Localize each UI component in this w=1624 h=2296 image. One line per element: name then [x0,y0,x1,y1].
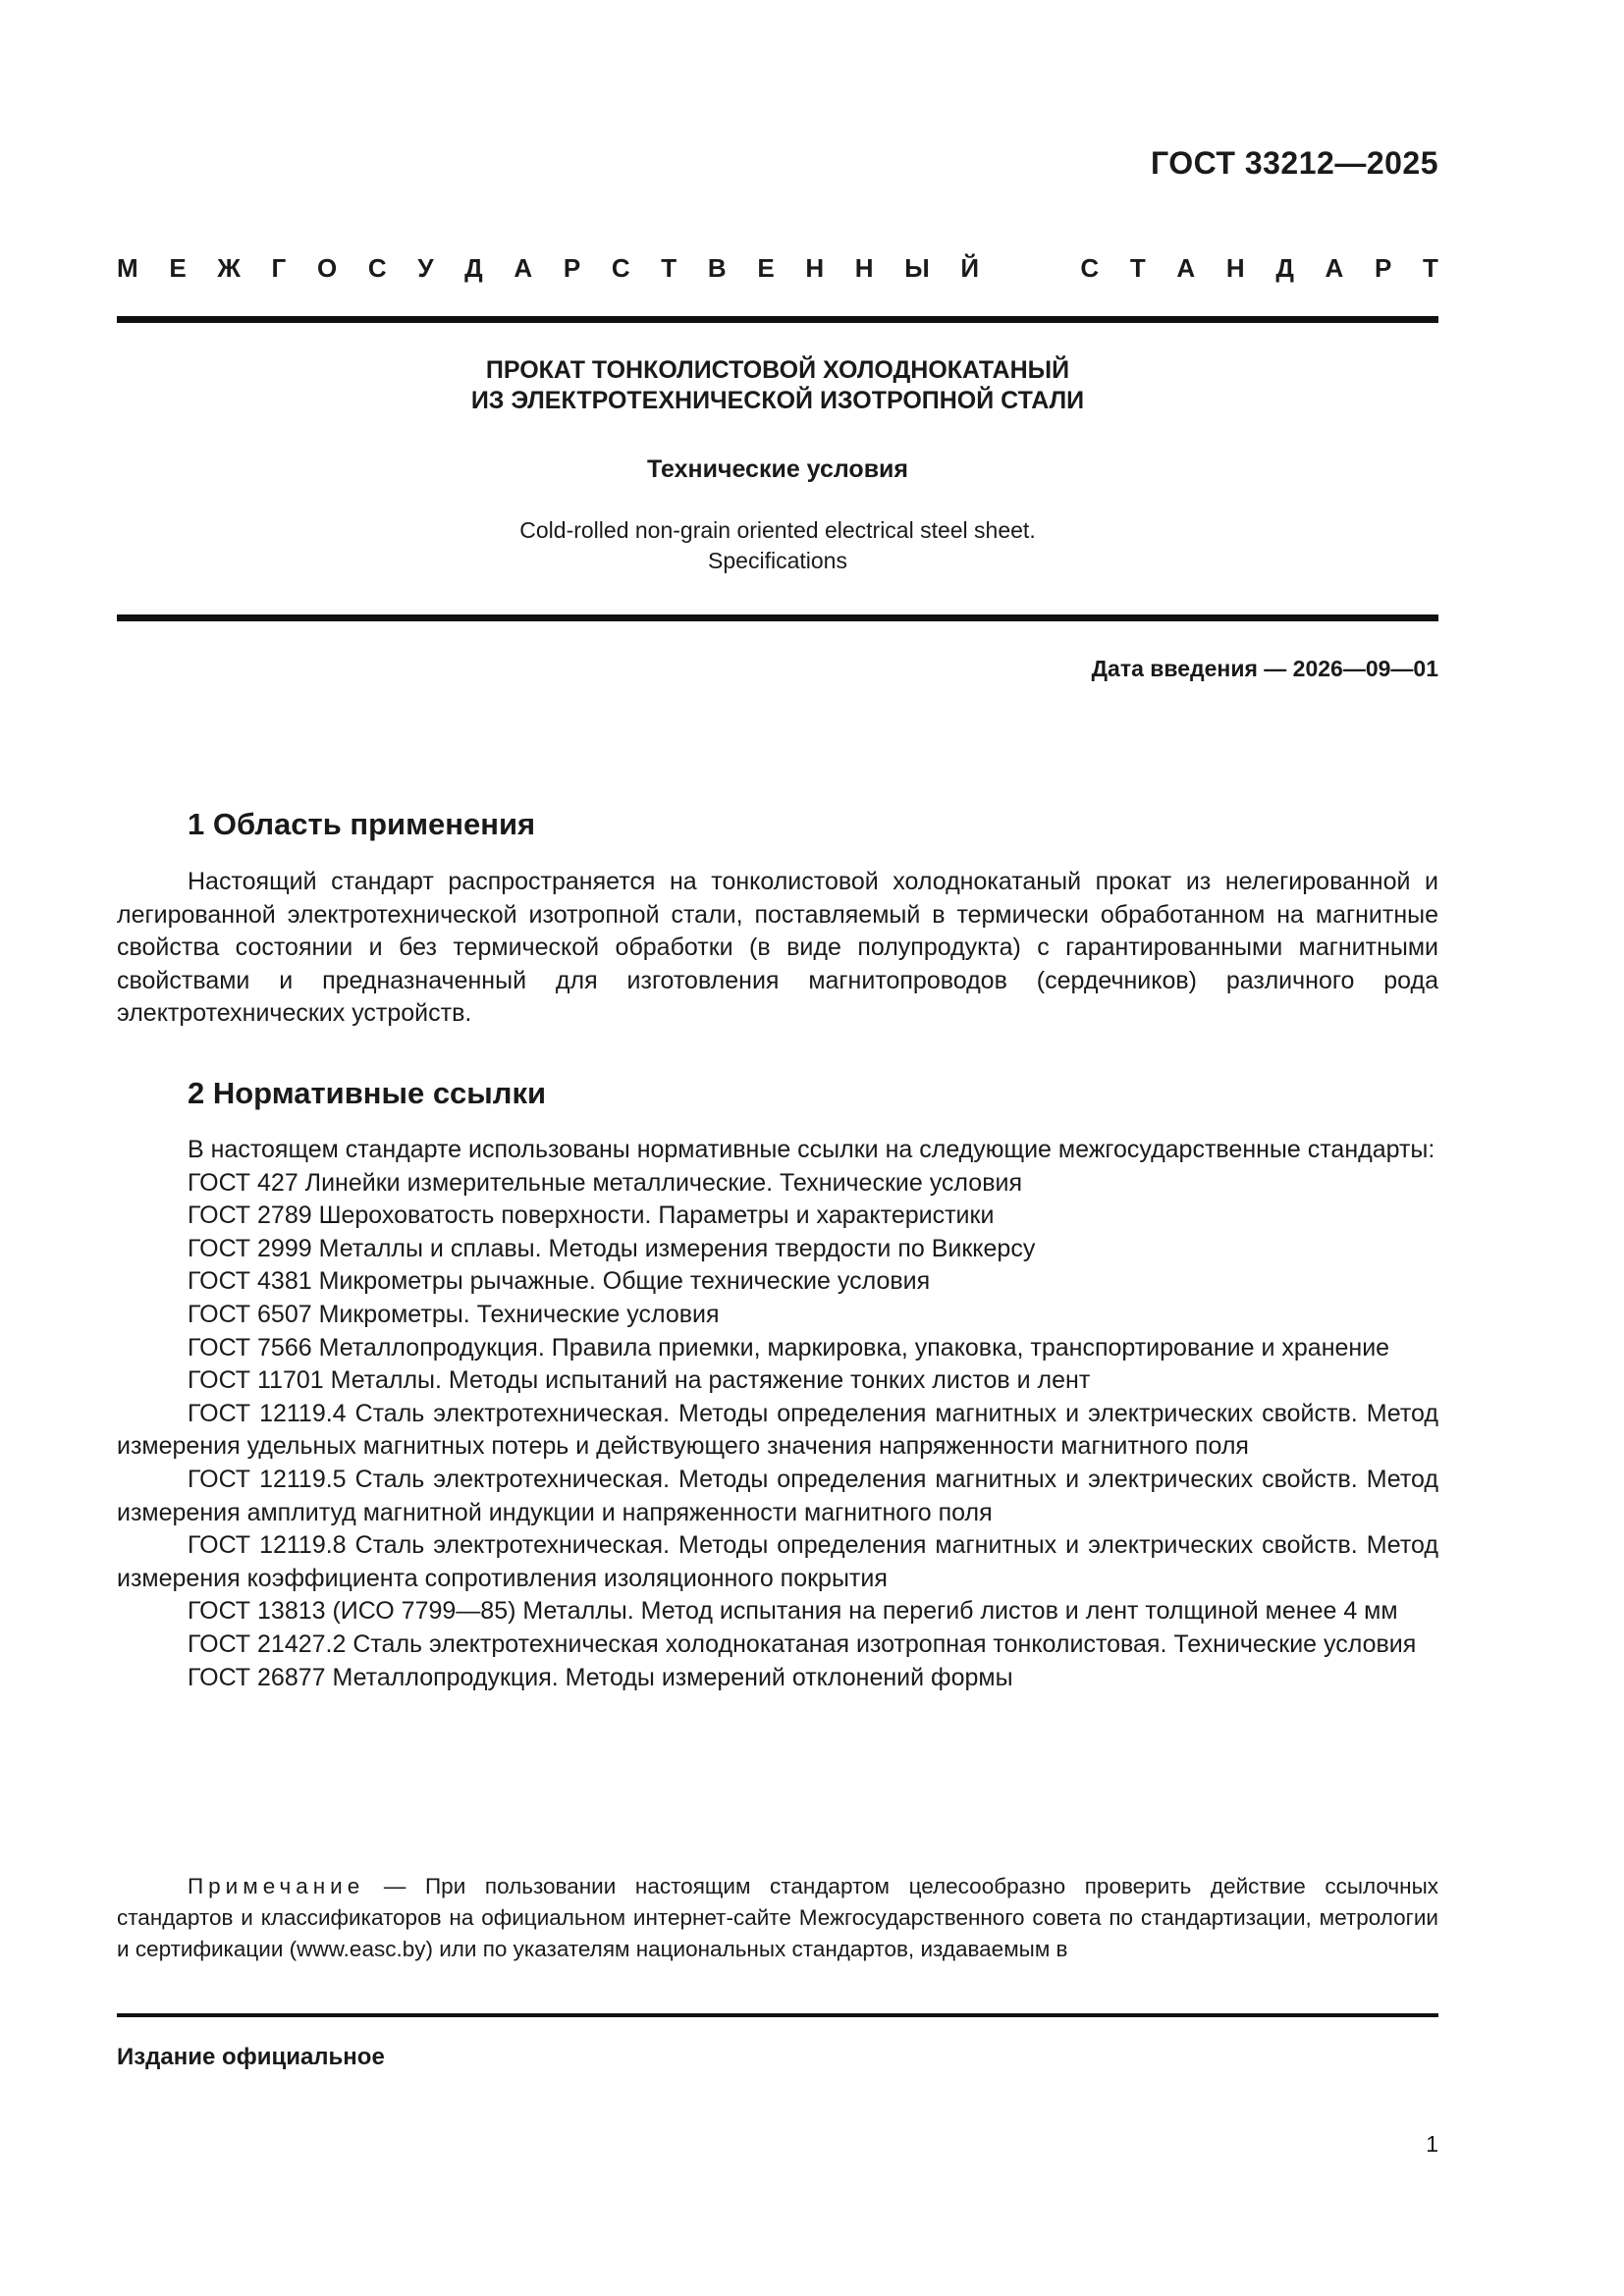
banner-letter: Т [1129,253,1146,283]
note-text: — При пользовании настоящим стандартом целесообразно проверить действие ссылочных стандартов и классификаторов на официальном интернет-сайте Межгосударственного совета по стандартизации, метрологии и сертификации (www.easc.by) или по указателям национальных стандартов, издаваемым в [117,1874,1438,1961]
note-label: Примечание [188,1874,365,1898]
banner-word-gap [1010,253,1050,283]
banner-letter: Д [464,253,483,283]
banner-letter: Й [960,253,980,283]
banner-letter: Ж [217,253,241,283]
english-title-line-2: Specifications [708,548,847,573]
banner-letter: Е [169,253,187,283]
document-subtitle: Технические условия [646,455,909,483]
section-1-body [117,866,1438,1031]
reference-item: ГОСТ 12119.8 Сталь электротехническая. Методы определения магнитных и электрических свойств. Метод измерения коэффициента сопротивления изоляционного покрытия [117,1531,1438,1592]
english-title-line-1: Cold-rolled non-grain oriented electrical steel sheet. [519,517,1036,543]
banner-letter: С [1080,253,1100,283]
banner-letter: Т [1423,253,1438,283]
banner-letter: В [707,253,727,283]
references-note [117,1871,1438,1965]
banner-letter: Ы [904,253,930,283]
normative-references [117,1134,1438,1694]
references-intro: В настоящем стандарте использованы нормативные ссылки на следующие межгосударственные стандарты: [188,1136,1435,1163]
title-rule [117,614,1438,621]
banner-letter: Н [854,253,874,283]
introduction-date: Дата введения — 2026—09—01 [1091,656,1438,681]
reference-item: ГОСТ 2789 Шероховатость поверхности. Параметры и характеристики [188,1201,995,1230]
banner-letter: С [611,253,630,283]
official-edition-label: Издание официальное [117,2044,385,2070]
reference-item: ГОСТ 26877 Металлопродукция. Методы измерений отклонений формы [188,1663,1013,1691]
banner-letter: Е [757,253,775,283]
reference-item: ГОСТ 21427.2 Сталь электротехническая холоднокатаная изотропная тонколистовая. Технические условия [188,1629,1417,1658]
header-rule [117,316,1438,323]
reference-item: ГОСТ 2999 Металлы и сплавы. Методы измерения твердости по Виккерсу [188,1234,1036,1262]
banner-letter: О [316,253,338,283]
banner-letter: А [1176,253,1196,283]
document-title [117,355,1438,416]
banner-letter: А [514,253,533,283]
reference-item: ГОСТ 6507 Микрометры. Технические условия [188,1300,720,1328]
reference-item: ГОСТ 12119.5 Сталь электротехническая. Методы определения магнитных и электрических свойств. Метод измерения амплитуд магнитной индукции и напряженности магнитного поля [117,1465,1438,1526]
reference-item: ГОСТ 427 Линейки измерительные металлические. Технические условия [188,1168,1022,1197]
section-1-heading: 1 Область применения [188,807,536,841]
title-line-2: ИЗ ЭЛЕКТРОТЕХНИЧЕСКОЙ ИЗОТРОПНОЙ СТАЛИ [470,387,1085,414]
document-page [117,0,1438,2296]
section-1-paragraph: Настоящий стандарт распространяется на тонколистовой холоднокатаный прокат из нелегированной и легированной электротехнической изотропной стали, поставляемый в термически обработанном на магнитные свойства состоянии и без термической обработки (в виде полупродукта) с гарантированными магнитными свойствами и предназначенный для изготовления магнитопроводов (сердечников) различного рода электротехнических устройств. [117,868,1438,1028]
english-title [117,515,1438,576]
banner-letter: Р [1374,253,1392,283]
banner-letter: С [367,253,387,283]
document-number: ГОСТ 33212—2025 [1150,145,1438,181]
banner-letter: М [117,253,138,283]
banner-letter: Н [805,253,825,283]
banner-letter: Н [1225,253,1245,283]
banner-letter: Р [563,253,581,283]
title-line-1: ПРОКАТ ТОНКОЛИСТОВОЙ ХОЛОДНОКАТАНЫЙ [485,356,1070,384]
reference-item: ГОСТ 4381 Микрометры рычажные. Общие технические условия [188,1267,931,1296]
page-number: 1 [1426,2131,1438,2157]
reference-item: ГОСТ 12119.4 Сталь электротехническая. Методы определения магнитных и электрических свойств. Метод измерения удельных магнитных потерь и действующего значения напряженности магнитного поля [117,1399,1438,1461]
banner-letter: Г [271,253,287,283]
reference-item: ГОСТ 7566 Металлопродукция. Правила приемки, маркировка, упаковка, транспортирование и хранение [188,1333,1390,1362]
banner-letter: У [417,253,434,283]
interstate-standard-banner [117,253,1438,283]
note-paragraph [117,1871,1438,1965]
banner-letter: А [1325,253,1344,283]
banner-letter: Т [661,253,677,283]
banner-letter: Д [1275,253,1294,283]
section-2-heading: 2 Нормативные ссылки [188,1076,547,1110]
reference-item: ГОСТ 13813 (ИСО 7799—85) Металлы. Метод испытания на перегиб листов и лент толщиной менее 4 мм [188,1597,1398,1626]
reference-item: ГОСТ 11701 Металлы. Методы испытаний на растяжение тонких листов и лент [188,1366,1091,1395]
footer-rule [117,2013,1438,2017]
